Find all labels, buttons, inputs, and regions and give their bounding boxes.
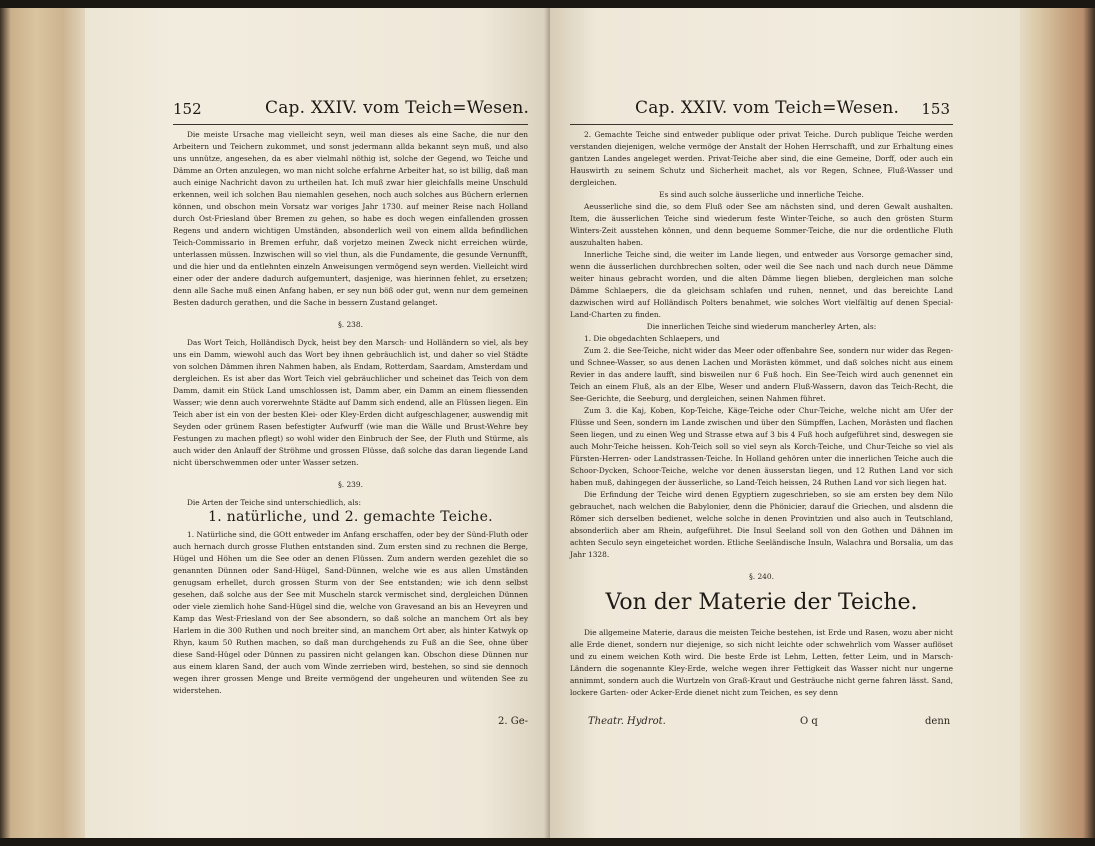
paragraph-240: Die allgemeine Materie, daraus die meisten Teiche bestehen, ist Erde und Rasen, wozu aber nicht alle Erde dienet, sondern nur diejenige, so sich nicht leichte oder schwehrlich vom Wasser auflöset und zu einem weichen Koth wird. Die beste Erde ist Lehm, Letten, fetter Leim, und in Marsch-Ländern die sogenannte Kley-Erde, welche wegen ihrer Fettigkeit das Wasser nicht nur ungerne annimmt, sondern auch die Wurtzeln von Graß-Kraut und Gesträuche nicht gerne fahren lässt. Sand, lockere Garten- oder Acker-Erde dienet nicht zum Teichen, es sey denn <box>570 628 953 697</box>
right-item-2: Zum 2. die See-Teiche, nicht wider das Meer oder offenbahre See, sondern nur wider das Regen- und Schnee-Wasser, so aus denen Lachen und Morästen kömmet, und daß solches nicht aus einem Revier in das andere laufft, sind bisweilen nur 6 Fuß hoch. Ein See-Teich wird auch genennet ein Teich an einem Fluß, als an der Elbe, Weser und andern Fluß-Wassern, davon das Teich-Recht, die See-Gerichte, die Seeburg, und dergleichen, seinen Nahmen führet. <box>570 346 953 403</box>
right-intro-2: Es sind auch solche äusserliche und innerliche Teiche. <box>659 190 864 199</box>
right-page-body <box>570 129 953 699</box>
right-paragraph-3: Innerliche Teiche sind, die weiter im Lande liegen, und entweder aus Vorsorge gemacher sind, wenn die äusserlichen durchbrechen solten, oder weil die See nach und nach durch neue Dämme weiter hinaus gebracht worden, und die alten Dämme liegen blieben, dergleichen man solche Dämme Schlaepers, die da gleichsam schlafen und ruhen, nennet, und das bereichte Land dazwischen wird auf Holländisch Polters benahmet, wie solches Wort vielfältig auf denen Special-Land-Charten zu finden. <box>570 250 953 319</box>
left-page-number: 152 <box>173 100 202 118</box>
right-paragraph-1: 2. Gemachte Teiche sind entweder publique oder privat Teiche. Durch publique Teiche werden verstanden diejenigen, welche vermöge der Anstalt der Hohen Herrschafft, und zur Erhaltung eines gantzen Landes angeleget werden. Privat-Teiche aber sind, die eine Gemeine, Dorff, oder auch ein Hauswirth zu seinem Schutz und Sicherheit machet, als vor Regen, Schnee, Fluß-Wasser und dergleichen. <box>570 130 953 187</box>
left-header-rule <box>173 124 528 125</box>
right-page <box>550 8 1020 838</box>
paragraph-239: 1. Natürliche sind, die GOtt entweder im Anfang erschaffen, oder bey der Sünd-Fluth oder auch hernach durch grosse Fluthen entstanden sind. Zum ersten sind zu rechnen die Berge, Hügel und Höhen um die See oder an denen Flüssen. Zum andern werden gezehlet die so genannten Dünnen oder Sand-Hügel, Sand-Dünnen, welche wie es aus allen Umständen genugsam erhellet, durch grossen Sturm von der See entstanden; wie ich denn selbst gesehen, daß solche aus der See mit Muscheln starck vermischet sind, dergleichen Dünnen oder viele ziemlich hohe Sand-Hügel sind die, welche von Gravesand an bis an Heveyren und Kamp das West-Friesland von der See absondern, so daß solche an manchem Ort als bey Harlem in die 300 Ruthen und noch breiter sind, an manchem Ort aber, als hinter Katwyk op Rhyn, kaum 50 Ruthen machen, so daß man durchgehends zu Fuß an die See, ohne über diese Sand-Hügel oder Dünnen zu passiren nicht gelangen kan. Obschon diese Dünnen nur aus einem klaren Sand, der auch vom Winde zerrieben wird, bestehen, so sind sie dennoch wegen ihrer grossen Menge und Breite vermögend der ungeheuren und wütenden See zu widerstehen. <box>173 530 528 695</box>
right-item-1: 1. Die obgedachten Schlaepers, und <box>584 334 720 343</box>
left-page <box>85 8 550 838</box>
right-paragraph-5: Die Erfindung der Teiche wird denen Egyptiern zugeschrieben, so sie am ersten bey dem Nilo gebrauchet, nach welchen die Babylonier, denn die Phönicier, darauf die Griechen, und alsdenn die Römer sich derselben bedienet, welche solche in denen Provintzien und also auch in Teutschland, absonderlich aber am Rhein, aufgeführet. Die Insul Seeland soll von den Gothen und Dähnen im achten Seculo seyn eingeteichet worden. Etliche Seeländische Insuln, Walachra und Borsalia, um das Jahr 1328. <box>570 490 953 559</box>
section-239-label: §. 239. <box>338 480 363 489</box>
paragraph-238: Das Wort Teich, Holländisch Dyck, heist bey den Marsch- und Holländern so viel, als bey uns ein Damm, wiewohl auch das Wort bey ihnen gebräuchlich ist, und daher so viel Städte von solchen Dämmen ihren Nahmen haben, als Endam, Rotterdam, Saardam, Amsterdam und dergleichen. Es ist aber das Wort Teich viel gebräuchlicher und scheinet das Teich von dem Damm, damit ein Stück Land umschlossen ist, Damm aber, ein Damm an einem fliessenden Wasser; wie denn auch vorerwehnte Städte auf Damm sich endend, alle an Flüssen liegen. Ein Teich aber ist ein von der besten Klei- oder Kley-Erden dicht aufgeschlagener, auswendig mit Seyden oder grünem Rasen befestigter Aufwurff (wie man die Wälle und Brust-Wehre bey Festungen zu machen pflegt) so wohl wider den Einbruch der See, der Fluth und Stürme, als auch wider den Anlauff der Ströhme und grossen Flüsse, daß solche das daran liegende Land nicht überschwemmen oder unter Wasser setzen. <box>173 338 528 467</box>
section-240-label: §. 240. <box>749 572 774 581</box>
left-paragraph-intro: Die meiste Ursache mag vielleicht seyn, weil man dieses als eine Sache, die nur den Arbeitern und Teichern zukommet, und sonst jedermann allda bekannt seyn muß, und also uns unnütze, angesehen, da es aber vielmahl nöthig ist, solche der Gegend, wo Teiche und Dämme an Orten anzulegen, wo man nicht solche erfahrne Arbeiter hat, so ist billig, daß man auch einige Nachricht davon zu urtheilen hat. Ich muß zwar hier gleichfalls meine Unschuld erkennen, weil ich solchen Bau niemahlen gesehen, noch auch solches aus Büchern erlernen können, und obschon mein Vorsatz war voriges Jahr 1730. auf meiner Reise nach Holland durch Ost-Friesland über Bremen zu gehen, so habe es doch wegen einfallenden grossen Regens und andern wichtigen Umständen, absonderlich weil von einem allda befindlichen Teich-Commissario in Bremen erfuhr, daß vorjetzo meinen Zweck nicht erreichen würde, unterlassen müssen. Inzwischen will so viel thun, als die Fundamente, die gesunde Vernunfft, und die hier und da entlehnten einzeln Anweisungen vermögend seyn werden. Vielleicht wird einer oder der andere dadurch aufgemuntert, dasjenige, was hierinnen fehlet, zu ersetzen; denn alle Sache muß einen Anfang haben, er sey nun böß oder gut, wenn nur dem gemeinen Besten dadurch gerathen, und die Sache in bessern Zustand gelanget. <box>173 130 528 307</box>
signature-mark: O q <box>800 716 818 727</box>
footnote: Theatr. Hydrot. <box>588 716 666 727</box>
right-page-header <box>590 96 950 122</box>
right-item-3: Zum 3. die Kaj, Koben, Kop-Teiche, Käge-Teiche oder Chur-Teiche, welche nicht am Ufer der Flüsse und Seen, sondern im Lande zwischen und über den Sümpffen, Lachen, Morästen und flachen Seen liegen, und zu einen Weg und Strasse etwa auf 3 bis 4 Fuß hoch aufgeführet sind, deswegen sie auch Mohr-Teiche heissen. Koh-Teich soll so viel seyn als Korch-Teiche, und Chur-Teiche so viel als Fürsten-Herren- oder Landstrassen-Teiche. In Holland gehören unter die innerlichen Teiche auch die Schoor-Dycken, Schoor-Teiche, welche vor denen äusserstan liegen, und 12 Ruthen Land vor sich haben muß, dahingegen der äusserliche, so Land-Teich heissen, 24 Ruthen Land vor sich liegen hat. <box>570 406 953 487</box>
left-chapter-title: Cap. XXIV. vom Teich=Wesen. <box>265 98 530 118</box>
right-page-number: 153 <box>921 100 950 118</box>
left-page-body <box>173 129 528 697</box>
heading-239: 1. natürliche, und 2. gemachte Teiche. <box>208 509 493 525</box>
left-page-header <box>173 96 528 122</box>
book-edge-right <box>1015 8 1095 838</box>
heading-240: Von der Materie der Teiche. <box>605 590 918 615</box>
left-catchword: 2. Ge- <box>497 716 528 727</box>
right-header-rule <box>570 124 953 125</box>
book-edge-left <box>0 8 90 838</box>
section-238-label: §. 238. <box>338 320 363 329</box>
intro-239: Die Arten der Teiche sind unterschiedlich, als: <box>187 498 361 507</box>
right-chapter-title: Cap. XXIV. vom Teich=Wesen. <box>635 98 900 118</box>
right-paragraph-2: Aeusserliche sind die, so dem Fluß oder See am nächsten sind, und deren Gewalt aushalten. Item, die äusserlichen Teiche sind wiederum feste Winter-Teiche, so auch den grösten Sturm Winters-Zeit ausstehen können, und denn bequeme Sommer-Teiche, die nur die ordentliche Fluth auszuhalten haben. <box>570 202 953 247</box>
right-catchword: denn <box>925 716 951 727</box>
right-intro-4: Die innerlichen Teiche sind wiederum mancherley Arten, als: <box>646 322 877 331</box>
